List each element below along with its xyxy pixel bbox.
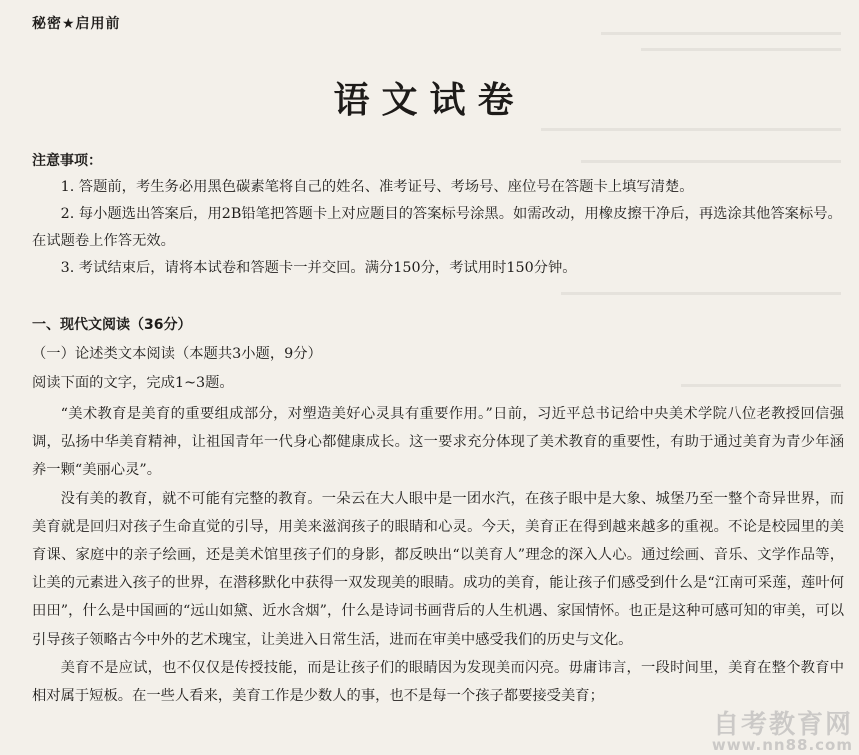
section-heading: 一、现代文阅读（36分） [32, 317, 192, 333]
notice-item: 1. 答题前，考生务必用黑色碳素笔将自己的姓名、准考证号、考场号、座位号在答题卡上填写清楚。 [60, 179, 694, 195]
bleed-through-line [561, 292, 841, 295]
notice-item: 3. 考试结束后，请将本试卷和答题卡一并交回。满分150分，考试用时150分钟。 [60, 260, 577, 276]
bleed-through-line [581, 160, 841, 163]
confidential-label: 秘密★启用前 [32, 16, 121, 32]
passage-paragraph: “美术教育是美育的重要组成部分，对塑造美好心灵具有重要作用。”日前，习近平总书记给中央美术学院八位老教授回信强调，弘扬中华美育精神，让祖国青年一代身心都健康成长。这一要求充分体现了美术教育的重要性，有助于通过美育为青少年涵养一颗“美丽心灵”。 [32, 406, 844, 479]
watermark-url: www.nn88.com [711, 736, 853, 754]
passage-paragraph: 没有美的教育，就不可能有完整的教育。一朵云在大人眼中是一团水汽，在孩子眼中是大象、城堡乃至一整个奇异世界，而美育就是回归对孩子生命直觉的引导，用美来滋润孩子的眼睛和心灵。今天，美育正在得到越来越多的重视。不论是校园里的美育课、家庭中的亲子绘画，还是美术馆里孩子们的身影，都反映出“以美育人”理念的深入人心。通过绘画、音乐、文学作品等，让美的元素进入孩子的世界，在潜移默化中获得一双发现美的眼睛。成功的美育，能让孩子们感受到什么是“江南可采莲，莲叶何田田”，什么是中国画的“远山如黛、近水含烟”，什么是诗词书画背后的人生机遇、家国情怀。也正是这种可感可知的审美，可以引导孩子领略古今中外的艺术瑰宝，让美进入日常生活，进而在审美中感受我们的历史与文化。 [32, 490, 844, 648]
passage-paragraph: 美育不是应试，也不仅仅是传授技能，而是让孩子们的眼睛因为发现美而闪亮。毋庸讳言，一段时间里，美育在整个教育中相对属于短板。在一些人看来，美育工作是少数人的事，也不是每一个孩子都要接受美育； [32, 659, 844, 705]
page-title: 语文试卷 [333, 79, 526, 121]
notice-item: 2. 每小题选出答案后，用2B铅笔把答题卡上对应题目的答案标号涂黑。如需改动，用橡皮擦干净后，再选涂其他答案标号。在试题卷上作答无效。 [32, 206, 842, 249]
notice-list [32, 174, 842, 282]
bleed-through-line [541, 128, 841, 131]
bleed-through-line [641, 48, 841, 51]
bleed-through-line [601, 32, 841, 35]
section-subheading: （一）论述类文本阅读（本题共3小题，9分） [32, 346, 322, 362]
bleed-through-line [681, 384, 841, 387]
section-instruction: 阅读下面的文字，完成1~3题。 [32, 375, 234, 391]
watermark-name: 自考教育网 [712, 710, 853, 740]
reading-passage [32, 400, 844, 710]
notice-label: 注意事项： [32, 153, 102, 169]
watermark [712, 712, 853, 753]
